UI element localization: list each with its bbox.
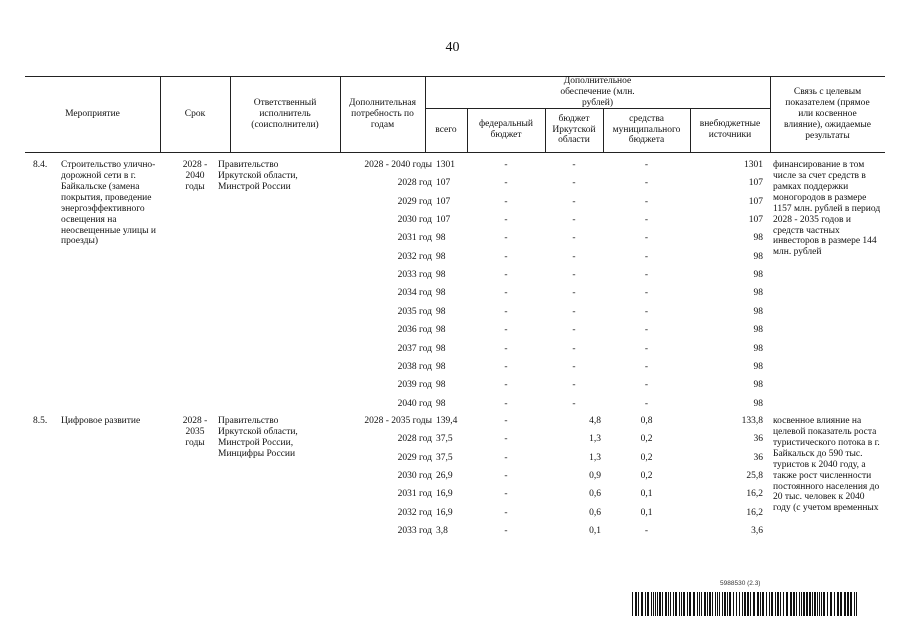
cell-year: 2033 год (397, 526, 432, 537)
cell-offbudget: 98 (753, 361, 763, 372)
header-total: всего (435, 124, 457, 135)
barcode-bar (699, 592, 700, 616)
cell-municipal: - (644, 380, 649, 391)
cell-regional: - (572, 380, 576, 391)
barcode-bar (662, 592, 663, 616)
cell-regional: 1,3 (589, 434, 601, 445)
cell-total: 139,4 (436, 416, 458, 426)
barcode-bar (724, 592, 726, 616)
barcode-bar (704, 592, 706, 616)
cell-offbudget: 1301 (744, 160, 763, 170)
cell-federal: - (504, 306, 508, 317)
barcode-bar (693, 592, 695, 616)
cell-federal: - (504, 196, 508, 207)
cell-regional: 1,3 (589, 452, 601, 463)
barcode-bar (766, 592, 767, 616)
cell-federal: - (504, 489, 508, 500)
barcode-bar (647, 592, 649, 616)
section-link: финансирование в том числе за счет средств в рамках поддержки моногородов в размере 1157 млн. рублей в период 2028 - 2035 годов и средств частных инвесторов в размере 144 млн. рублей (773, 160, 881, 258)
barcode-bar (830, 592, 832, 616)
cell-federal: - (504, 380, 508, 391)
barcode-bar (827, 592, 828, 616)
cell-municipal: - (644, 233, 649, 244)
cell-year: 2029 год (397, 452, 432, 463)
section-measure: Строительство улично-дорожной сети в г. Байкальске (замена покрытия, проведение энергоэффективного освещения на неосвещенные улицы и проезды) (61, 160, 156, 247)
cell-offbudget: 3,6 (751, 526, 763, 537)
cell-regional: - (572, 361, 576, 372)
cell-federal: - (504, 507, 508, 518)
cell-municipal: 0,1 (640, 507, 653, 518)
barcode-bar (762, 592, 764, 616)
barcode-bar (744, 592, 746, 616)
barcode-bar (856, 592, 857, 616)
section-link: косвенное влияние на целевой показатель роста туристического потока в г. Байкальск до 590 тыс. туристов к 2040 году, а также рост численности постоянного населения до 20 тыс. человек к 2040 году (с учетом временных (773, 416, 880, 514)
header-offbudget: внебюджетные источники (699, 119, 761, 140)
barcode-bar (812, 592, 813, 616)
barcode-bar (689, 592, 691, 616)
barcode-bar (645, 592, 646, 616)
barcode-bar (757, 592, 759, 616)
cell-year: 2039 год (397, 380, 432, 391)
cell-federal: - (504, 526, 508, 537)
cell-regional: - (572, 288, 576, 299)
cell-offbudget: 36 (753, 452, 763, 463)
barcode-bar (847, 592, 849, 616)
barcode-bar (854, 592, 855, 616)
cell-municipal: - (644, 270, 649, 281)
barcode-bar (780, 592, 781, 616)
section-executor: Правительство Иркутской области, Минстрой России, Минцифры России (218, 416, 298, 459)
cell-regional: - (572, 325, 576, 336)
cell-municipal: - (644, 343, 649, 354)
cell-offbudget: 107 (748, 196, 763, 207)
cell-regional: - (572, 398, 576, 409)
barcode-bar (675, 592, 677, 616)
cell-offbudget: 98 (753, 270, 763, 281)
cell-total: 107 (436, 215, 451, 226)
barcode-bar (701, 592, 702, 616)
barcode-bar (729, 592, 731, 616)
cell-municipal: - (644, 251, 649, 262)
barcode-bar (760, 592, 761, 616)
cell-year: 2030 год (397, 215, 432, 226)
cell-total: 98 (436, 325, 446, 336)
cell-offbudget: 98 (753, 251, 763, 262)
cell-regional: 0,6 (589, 489, 601, 500)
cell-total: 37,5 (436, 452, 453, 463)
barcode-bar (736, 592, 737, 616)
cell-federal: - (504, 270, 508, 281)
table-row (25, 233, 885, 251)
header-measure: Мероприятие (65, 109, 120, 120)
cell-total: 98 (436, 398, 446, 409)
cell-municipal: 0,8 (640, 416, 653, 426)
barcode-bar (709, 592, 711, 616)
cell-federal: - (504, 416, 508, 426)
cell-total: 37,5 (436, 434, 453, 445)
header-need: Дополнительная потребность по годам (349, 98, 416, 130)
cell-federal: - (504, 434, 508, 445)
barcode-bar (697, 592, 698, 616)
barcode-bar (655, 592, 656, 616)
cell-federal: - (504, 343, 508, 354)
cell-total: 98 (436, 288, 446, 299)
cell-total: 1301 (436, 160, 455, 170)
barcode-bar (806, 592, 808, 616)
table-row (25, 526, 885, 544)
barcode-bar (727, 592, 728, 616)
barcode-bar (681, 592, 682, 616)
barcode-bar (742, 592, 743, 616)
cell-regional: 4,8 (589, 416, 601, 426)
barcode-bar (790, 592, 792, 616)
barcode-bar (687, 592, 688, 616)
cell-regional: - (572, 215, 576, 226)
cell-regional: - (572, 196, 576, 207)
table-row (25, 434, 885, 452)
table-row (25, 416, 885, 434)
cell-municipal: - (644, 306, 649, 317)
cell-total: 16,9 (436, 507, 453, 518)
cell-regional: 0,9 (589, 471, 601, 482)
table-row (25, 399, 885, 417)
header-link: Связь с целевым показателем (прямое или косвенное влияние), ожидаемые результаты (784, 87, 871, 141)
table-row (25, 380, 885, 398)
barcode-bar (817, 592, 818, 616)
cell-year: 2028 - 2035 годы (364, 416, 432, 426)
section-number: 8.5. (33, 416, 48, 426)
cell-total: 98 (436, 306, 446, 317)
cell-offbudget: 16,2 (746, 507, 763, 518)
cell-offbudget: 98 (753, 380, 763, 391)
barcode-bar (635, 592, 637, 616)
barcode-bar (712, 592, 713, 616)
table-row (25, 453, 885, 471)
cell-year: 2028 - 2040 годы (364, 160, 432, 170)
barcode-bar (809, 592, 811, 616)
table-row (25, 252, 885, 270)
barcode-bar (733, 592, 734, 616)
barcode-bar (796, 592, 797, 616)
page-number: 40 (445, 40, 460, 55)
cell-regional: - (572, 251, 576, 262)
barcode-bar (783, 592, 784, 616)
cell-year: 2032 год (397, 251, 432, 262)
table-header (25, 76, 885, 153)
barcode-bar (638, 592, 639, 616)
barcode-bar (814, 592, 816, 616)
barcode-bar (659, 592, 661, 616)
cell-federal: - (504, 471, 508, 482)
cell-regional: - (572, 270, 576, 281)
barcode-bar (777, 592, 779, 616)
barcode-bar (823, 592, 825, 616)
cell-total: 16,9 (436, 489, 453, 500)
cell-offbudget: 98 (753, 306, 763, 317)
barcode-bar (665, 592, 667, 616)
table-row (25, 160, 885, 178)
cell-regional: - (572, 233, 576, 244)
cell-municipal: - (644, 178, 649, 189)
barcode-bar (717, 592, 718, 616)
table-row (25, 288, 885, 306)
header-federal: федеральный бюджет (479, 119, 533, 140)
cell-municipal: - (644, 398, 649, 409)
barcode-bar (707, 592, 708, 616)
cell-year: 2035 год (397, 306, 432, 317)
cell-federal: - (504, 452, 508, 463)
cell-municipal: - (644, 160, 649, 170)
header-regional: бюджет Иркутской области (552, 113, 596, 146)
cell-total: 107 (436, 196, 451, 207)
cell-regional: - (572, 343, 576, 354)
header-municipal: средства муниципального бюджета (612, 113, 681, 146)
cell-offbudget: 107 (748, 215, 763, 226)
barcode-bar (679, 592, 680, 616)
section-term: 2028 - 2040 годы (182, 160, 208, 192)
cell-offbudget: 98 (753, 233, 763, 244)
cell-total: 98 (436, 343, 446, 354)
barcode-bar (850, 592, 852, 616)
barcode-bar (722, 592, 723, 616)
barcode-bar (668, 592, 669, 616)
cell-regional: 0,6 (589, 507, 601, 518)
barcode-bar (632, 592, 633, 616)
barcode-bar (641, 592, 643, 616)
cell-offbudget: 98 (753, 288, 763, 299)
table-row (25, 178, 885, 196)
barcode-bar (683, 592, 685, 616)
cell-offbudget: 98 (753, 325, 763, 336)
barcode-bar (739, 592, 740, 616)
cell-total: 98 (436, 270, 446, 281)
barcode-bar (750, 592, 751, 616)
barcode-number: 5988530 (2.3) (720, 580, 761, 587)
barcode-bar (821, 592, 822, 616)
cell-year: 2031 год (397, 489, 432, 500)
cell-municipal: 0,2 (640, 471, 653, 482)
cell-year: 2029 год (397, 196, 432, 207)
barcode-bar (715, 592, 716, 616)
cell-year: 2036 год (397, 325, 432, 336)
cell-total: 26,9 (436, 471, 453, 482)
cell-total: 98 (436, 361, 446, 372)
barcode (632, 592, 860, 616)
table-row (25, 215, 885, 233)
section-measure: Цифровое развитие (61, 416, 141, 426)
barcode-bar (657, 592, 658, 616)
table-row (25, 325, 885, 343)
barcode-bar (673, 592, 674, 616)
cell-year: 2034 год (397, 288, 432, 299)
cell-federal: - (504, 160, 508, 170)
barcode-bar (819, 592, 820, 616)
section-term: 2028 - 2035 годы (182, 416, 208, 448)
barcode-bar (793, 592, 795, 616)
section-number: 8.4. (33, 160, 48, 170)
barcode-bar (799, 592, 800, 616)
table-row (25, 197, 885, 215)
barcode-bar (803, 592, 805, 616)
barcode-bar (651, 592, 652, 616)
cell-regional: - (572, 178, 576, 189)
cell-municipal: - (644, 361, 649, 372)
barcode-bar (771, 592, 773, 616)
barcode-bar (670, 592, 671, 616)
cell-year: 2031 год (397, 233, 432, 244)
barcode-bar (653, 592, 654, 616)
cell-total: 3,8 (436, 526, 448, 537)
barcode-bar (801, 592, 802, 616)
cell-offbudget: 36 (753, 434, 763, 445)
barcode-bar (844, 592, 846, 616)
cell-municipal: 0,2 (640, 434, 653, 445)
cell-year: 2032 год (397, 507, 432, 518)
cell-year: 2040 год (397, 398, 432, 409)
table-row (25, 307, 885, 325)
header-funding-group: Дополнительное обеспечение (млн. рублей) (560, 76, 635, 108)
table-row (25, 489, 885, 507)
cell-offbudget: 25,8 (746, 471, 763, 482)
table-row (25, 362, 885, 380)
cell-regional: - (572, 306, 576, 317)
header-term: Срок (184, 109, 206, 120)
barcode-bar (775, 592, 776, 616)
barcode-bar (834, 592, 835, 616)
cell-municipal: 0,2 (640, 452, 653, 463)
cell-total: 107 (436, 178, 451, 189)
cell-federal: - (504, 325, 508, 336)
cell-regional: - (572, 160, 576, 170)
cell-year: 2037 год (397, 343, 432, 354)
section-executor: Правительство Иркутской области, Минстрой России (218, 160, 298, 192)
cell-year: 2038 год (397, 361, 432, 372)
table-row (25, 344, 885, 362)
table-row (25, 508, 885, 526)
barcode-bar (719, 592, 720, 616)
cell-regional: 0,1 (589, 526, 601, 537)
cell-federal: - (504, 361, 508, 372)
barcode-bar (769, 592, 770, 616)
cell-federal: - (504, 251, 508, 262)
cell-federal: - (504, 178, 508, 189)
cell-federal: - (504, 233, 508, 244)
cell-year: 2028 год (397, 178, 432, 189)
cell-federal: - (504, 288, 508, 299)
cell-federal: - (504, 215, 508, 226)
cell-total: 98 (436, 251, 446, 262)
cell-year: 2030 год (397, 471, 432, 482)
barcode-bar (786, 592, 788, 616)
cell-offbudget: 16,2 (746, 489, 763, 500)
cell-municipal: - (644, 215, 649, 226)
cell-municipal: - (644, 196, 649, 207)
cell-municipal: - (644, 526, 649, 537)
cell-federal: - (504, 398, 508, 409)
cell-offbudget: 98 (753, 398, 763, 409)
header-executor: Ответственный исполнитель (соисполнители) (251, 98, 319, 130)
barcode-bar (837, 592, 839, 616)
cell-total: 98 (436, 380, 446, 391)
cell-year: 2028 год (397, 434, 432, 445)
cell-offbudget: 133,8 (741, 416, 763, 426)
cell-municipal: 0,1 (640, 489, 653, 500)
table-row (25, 471, 885, 489)
cell-municipal: - (644, 325, 649, 336)
cell-municipal: - (644, 288, 649, 299)
barcode-bar (753, 592, 755, 616)
cell-offbudget: 98 (753, 343, 763, 354)
cell-offbudget: 107 (748, 178, 763, 189)
cell-total: 98 (436, 233, 446, 244)
cell-year: 2033 год (397, 270, 432, 281)
barcode-bar (747, 592, 749, 616)
table-row (25, 270, 885, 288)
barcode-bar (840, 592, 842, 616)
